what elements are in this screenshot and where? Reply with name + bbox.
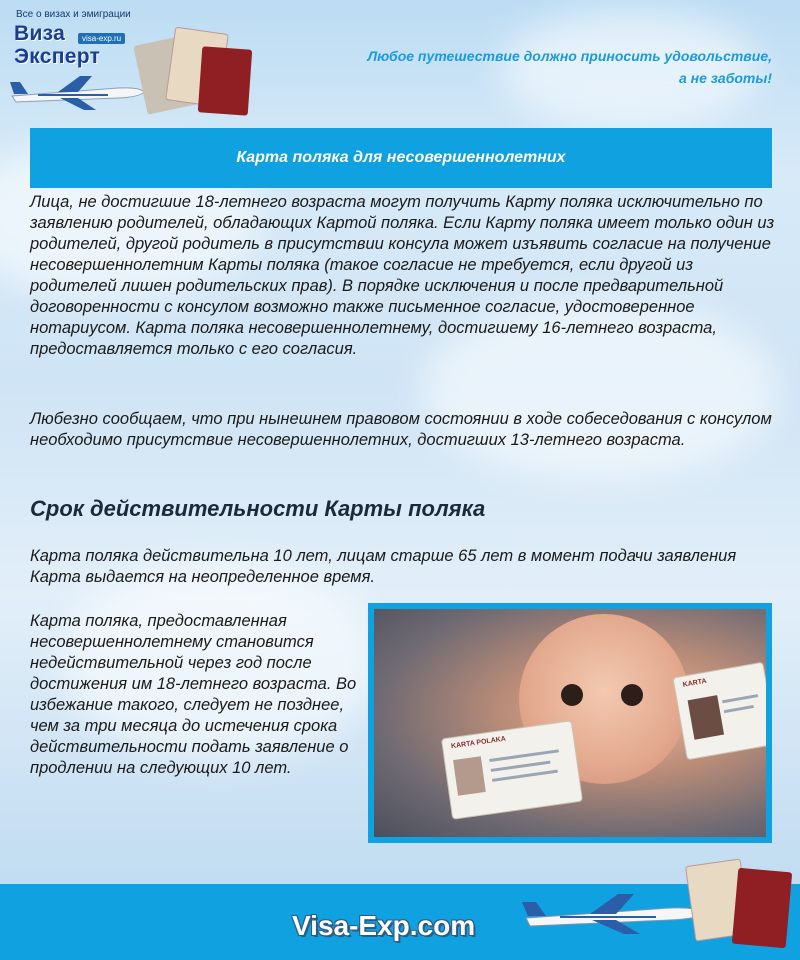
logo-site-badge: visa-exp.ru [78,33,125,44]
footer-airplane-icon [520,890,710,936]
airplane-icon [8,72,148,112]
header [0,0,800,125]
card-label: KARTA [682,677,708,689]
header-motto [367,45,772,89]
paragraph-minor-expiry: Карта поляка, предоставленная несовершеннолетнему становится недействительной через год после достижения им 18-летнего возраста. Во избежание такого, следует не позднее, чем за три месяца до истечения срока действительности подать заявление о продлении на следующих 10 лет. [30,612,357,777]
section-heading-validity: Срок действительности Карты поляка [30,496,486,521]
baby-eye [621,684,643,706]
logo-text-expert[interactable]: Эксперт [14,45,101,68]
card-text-line [491,761,551,772]
card-text-line [724,705,754,713]
header-tagline: Все о визах и эмиграции [16,9,131,20]
baby-with-card-photo [374,609,766,837]
karta-polaka-card-second [672,662,766,761]
footer-passport-icon [732,868,792,948]
footer-site-link[interactable]: Visa-Exp.com [292,910,476,941]
karta-polaka-card [441,720,583,820]
motto-line-2: а не заботы! [678,70,772,86]
baby-eye [561,684,583,706]
photo-frame [368,603,772,843]
paragraph-validity: Карта поляка действительна 10 лет, лицам старше 65 лет в момент подачи заявления Карта выдается на неопределенное время. [30,547,737,586]
footer [0,884,800,960]
page-title: Карта поляка для несовершеннолетних [30,128,772,188]
card-text-line [492,770,558,782]
logo-text-visa[interactable]: Виза [14,22,66,45]
paragraph-interview: Любезно сообщаем, что при нынешнем правовом состоянии в ходе собеседования с консулом необходимо присутствие несовершеннолетних, достигших 13-летнего возраста. [30,410,772,449]
card-photo [453,756,486,796]
card-text-line [722,694,758,703]
paragraph-eligibility: Лица, не достигшие 18-летнего возраста могут получить Карту поляка исключительно по заявлению родителей, обладающих Картой поляка. Если Карту поляка имеет только один из родителей, другой родитель в присутствии консула может изъявить согласие на получение несовершеннолетним Карты поляка (такое согласие не требуется, если другой из родителей лишен родительских прав). В порядке исключения и после предварительной договоренности с консулом возможно также письменное согласие, удостоверенное нотариусом. Карта поляка несовершеннолетнему, достигшему 16-летнего возраста, предоставляется только с его согласия. [30,193,775,358]
motto-line-1: Любое путешествие должно приносить удовольствие, [367,48,772,64]
passport-cover-icon [198,46,252,115]
card-photo [688,695,724,740]
card-label: KARTA POLAKA [450,735,507,751]
